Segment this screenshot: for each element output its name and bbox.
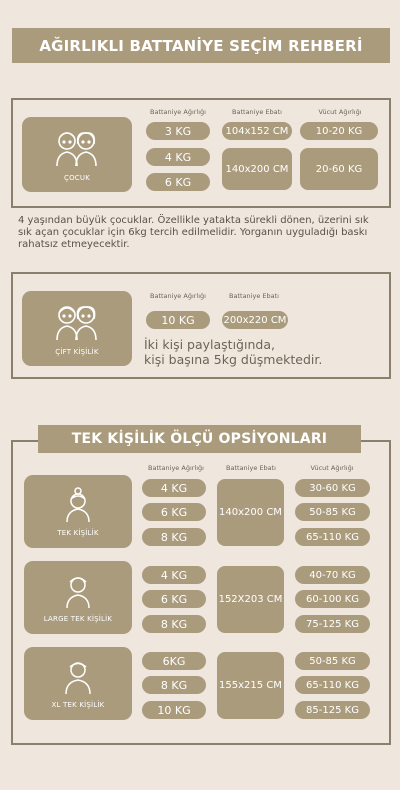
- child-note: 4 yaşından büyük çocuklar. Özellikle yatakta sürekli dönen, üzerini sık sık açan çocuklar için 6kg tercih edilmelidir. Yorganın uyguladığı baskı rahatsız etmeyecektir.: [18, 215, 369, 250]
- tek-body-2: 65-110 KG: [295, 528, 370, 546]
- xl-body-1: 65-110 KG: [295, 676, 370, 694]
- child-weight-3kg: 3 KG: [146, 122, 210, 140]
- person-bun-icon: [65, 487, 91, 523]
- child-weight-6kg: 6 KG: [146, 173, 210, 191]
- child-size-small: 104x152 CM: [222, 122, 292, 140]
- child-label: ÇOCUK: [64, 173, 90, 182]
- large-weight-0: 4 KG: [142, 566, 206, 584]
- tek-weight-1: 6 KG: [142, 503, 206, 521]
- large-body-0: 40-70 KG: [295, 566, 370, 584]
- child-size-header: Battaniye Ebatı: [232, 108, 282, 116]
- double-weight: 10 KG: [146, 311, 210, 329]
- large-body-2: 75-125 KG: [295, 615, 370, 633]
- single-weight-header: Battaniye Ağırlığı: [148, 464, 204, 472]
- child-body-small: 10-20 KG: [300, 122, 378, 140]
- single-body-header: Vücut Ağırlığı: [310, 464, 354, 472]
- child-weight-header: Battaniye Ağırlığı: [150, 108, 206, 116]
- child-card: [22, 117, 132, 192]
- tek-weight-2: 8 KG: [142, 528, 206, 546]
- child-body-large: 20-60 KG: [300, 148, 378, 190]
- child-size-large: 140x200 CM: [222, 148, 292, 190]
- single-card-large: [24, 561, 132, 634]
- double-card: [22, 291, 132, 366]
- single-title: TEK KİŞİLİK ÖLÇÜ OPSİYONLARI: [71, 431, 328, 447]
- tek-body-1: 50-85 KG: [295, 503, 370, 521]
- single-label-tek: TEK KİŞİLİK: [57, 528, 99, 537]
- child-weight-4kg: 4 KG: [146, 148, 210, 166]
- single-title-banner: [38, 425, 361, 453]
- double-size-header: Battaniye Ebatı: [229, 292, 279, 300]
- xl-body-2: 85-125 KG: [295, 701, 370, 719]
- single-card-tek: [24, 475, 132, 548]
- xl-weight-2: 10 KG: [142, 701, 206, 719]
- single-card-xl: [24, 647, 132, 720]
- person-large-icon: [65, 659, 91, 695]
- tek-weight-0: 4 KG: [142, 479, 206, 497]
- page-title-banner: [12, 28, 390, 63]
- couple-icon: [54, 302, 100, 342]
- children-icon: [54, 128, 100, 168]
- single-size-header: Battaniye Ebatı: [226, 464, 276, 472]
- xl-weight-0: 6KG: [142, 652, 206, 670]
- double-weight-header: Battaniye Ağırlığı: [150, 292, 206, 300]
- large-weight-1: 6 KG: [142, 590, 206, 608]
- xl-weight-1: 8 KG: [142, 676, 206, 694]
- single-label-xl: XL TEK KİŞİLİK: [51, 700, 105, 709]
- child-body-header: Vücut Ağırlığı: [318, 108, 362, 116]
- xl-body-0: 50-85 KG: [295, 652, 370, 670]
- double-note: [144, 337, 384, 367]
- double-note-line1: İki kişi paylaştığında,: [144, 337, 275, 352]
- double-note-line2: kişi başına 5kg düşmektedir.: [144, 352, 323, 367]
- person-icon: [65, 573, 91, 609]
- tek-size: 140x200 CM: [217, 479, 284, 546]
- tek-body-0: 30-60 KG: [295, 479, 370, 497]
- double-label: ÇİFT KİŞİLİK: [55, 347, 99, 356]
- page-title: AĞIRLIKLI BATTANİYE SEÇİM REHBERİ: [39, 36, 363, 55]
- double-size: 200x220 CM: [222, 311, 288, 329]
- large-size: 152X203 CM: [217, 566, 284, 633]
- large-body-1: 60-100 KG: [295, 590, 370, 608]
- large-weight-2: 8 KG: [142, 615, 206, 633]
- single-label-large: LARGE TEK KİŞİLİK: [43, 614, 113, 623]
- xl-size: 155x215 CM: [217, 652, 284, 719]
